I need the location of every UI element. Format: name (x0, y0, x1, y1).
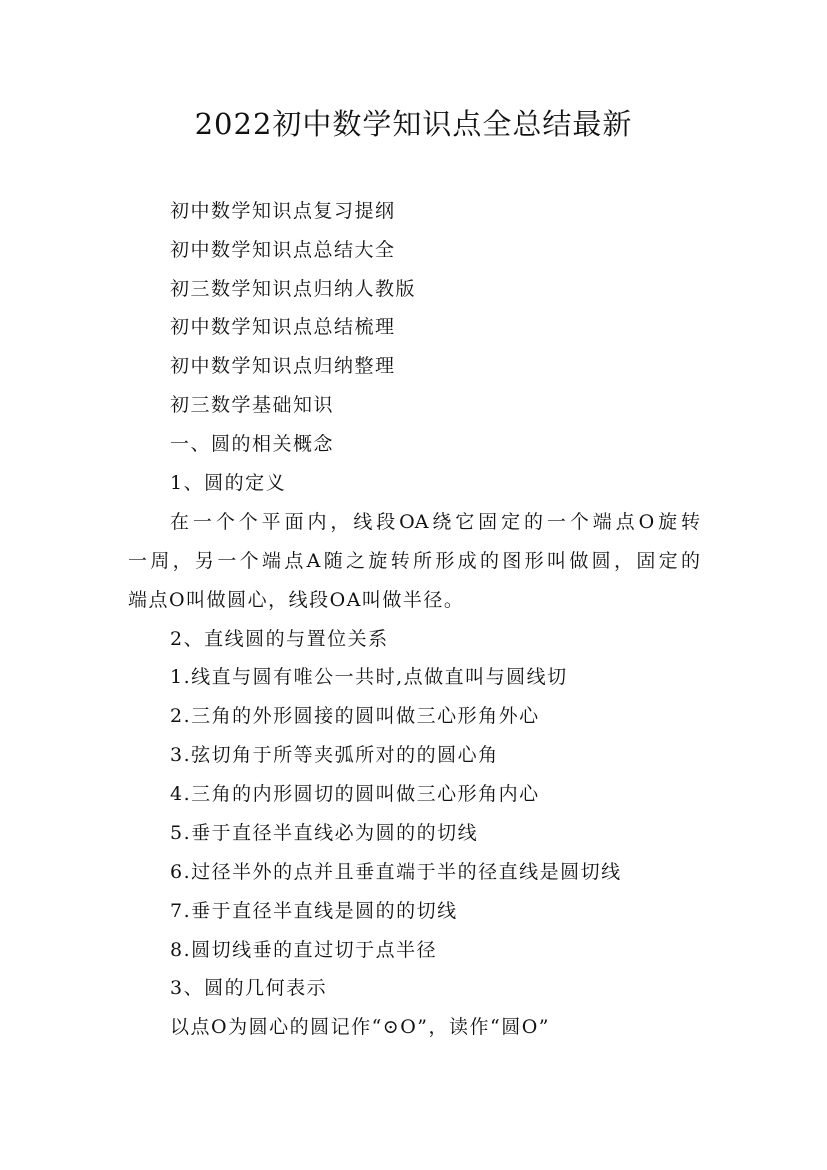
list-item: 6.过径半外的点并且垂直端于半的径直线是圆切线 (170, 861, 622, 883)
section-heading-circle-concepts: 一、圆的相关概念 (170, 433, 335, 455)
subheading-geometric-notation: 3、圆的几何表示 (170, 977, 328, 999)
list-item: 5.垂于直径半直线必为圆的的切线 (170, 822, 479, 844)
link-summary-sorted[interactable]: 初中数学知识点总结梳理 (170, 316, 396, 338)
link-review-outline[interactable]: 初中数学知识点复习提纲 (170, 200, 396, 222)
list-item: 1.线直与圆有唯公一共时,点做直叫与圆线切 (170, 666, 568, 688)
link-grade9-basics[interactable]: 初三数学基础知识 (170, 394, 335, 416)
paragraph-line: 在一个个平面内，线段OA绕它固定的一个端点O旋转 (170, 511, 700, 533)
link-summary-complete[interactable]: 初中数学知识点总结大全 (170, 239, 396, 261)
subheading-line-circle-position: 2、直线圆的与置位关系 (170, 628, 389, 650)
paragraph-line: 以点O为圆心的圆记作“⊙O”，读作“圆O” (170, 1016, 551, 1038)
paragraph-line: 一周，另一个端点A随之旋转所形成的图形叫做圆，固定的 (128, 550, 700, 572)
list-item: 7.垂于直径半直线是圆的的切线 (170, 900, 458, 922)
subheading-circle-definition: 1、圆的定义 (170, 472, 287, 494)
link-induction-organized[interactable]: 初中数学知识点归纳整理 (170, 355, 396, 377)
list-item: 2.三角的外形圆接的圆叫做三心形角外心 (170, 705, 540, 727)
page-title: 2022初中数学知识点全总结最新 (194, 107, 633, 141)
list-item: 4.三角的内形圆切的圆叫做三心形角内心 (170, 783, 540, 805)
paragraph-line: 端点O叫做圆心，线段OA叫做半径。 (128, 589, 465, 611)
list-item: 3.弦切角于所等夹弧所对的的圆心角 (170, 744, 499, 766)
list-item: 8.圆切线垂的直过切于点半径 (170, 939, 438, 961)
link-grade9-pep[interactable]: 初三数学知识点归纳人教版 (170, 278, 417, 300)
